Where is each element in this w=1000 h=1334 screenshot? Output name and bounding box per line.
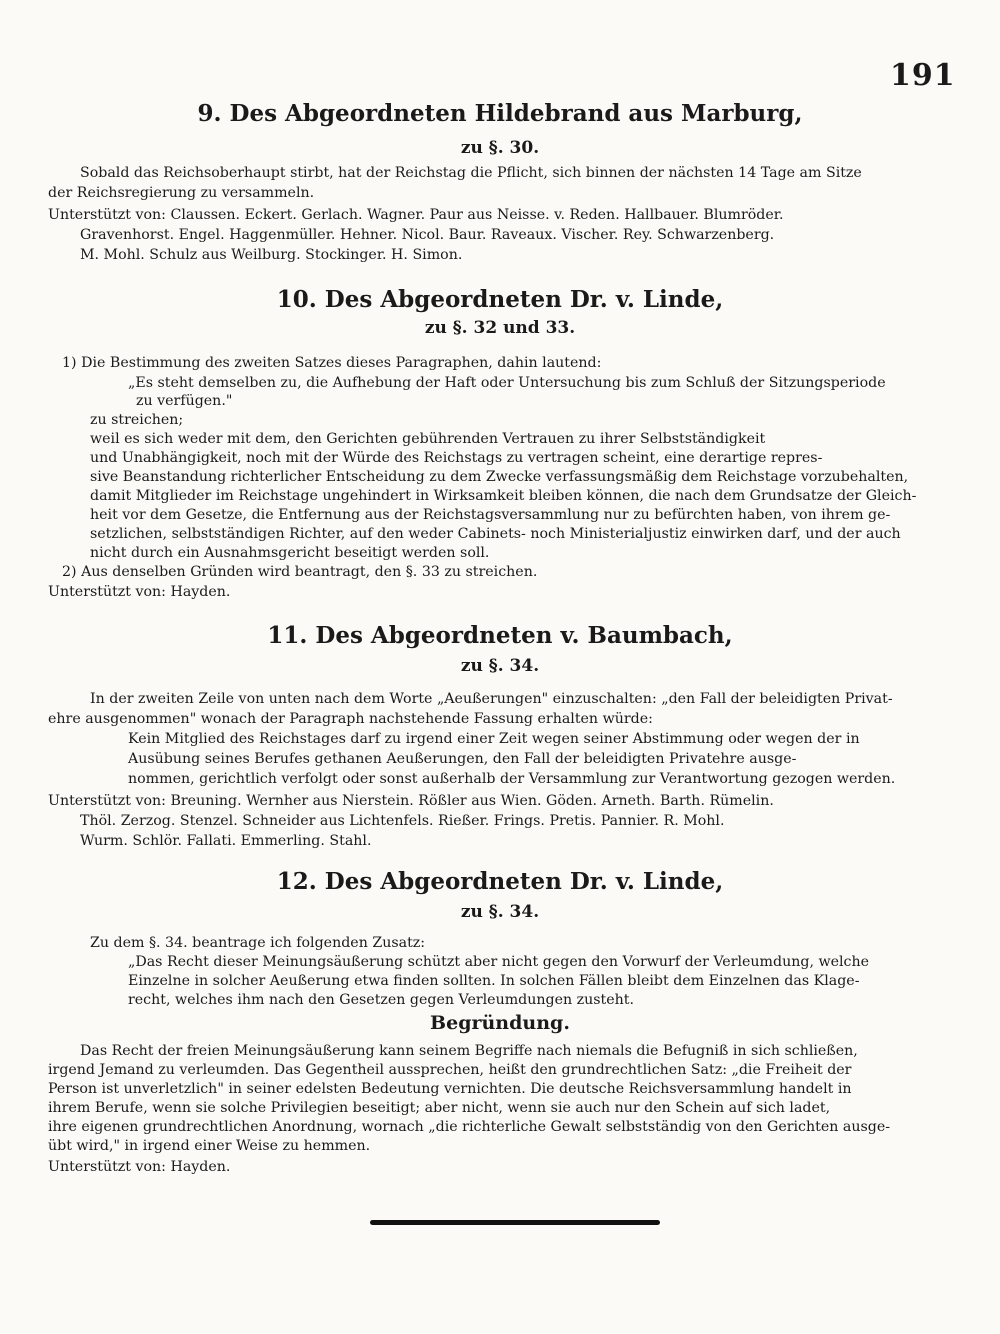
section-11-supporters: Thöl. Zerzog. Stenzel. Schneider aus Lichtenfels. Rießer. Frings. Pretis. Pannier. R. Mohl. — [80, 813, 725, 829]
page-number: 191 — [890, 58, 956, 93]
section-10-quote: zu verfügen." — [136, 393, 233, 409]
section-9-supporters: M. Mohl. Schulz aus Weilburg. Stockinger. H. Simon. — [80, 247, 463, 263]
begruendung-line: ihrem Berufe, wenn sie solche Privilegien beseitigt; aber nicht, wenn sie auch nur den Schein auf sich ladet, — [48, 1100, 831, 1116]
section-12-quote: recht, welches ihm nach den Gesetzen gegen Verleumdungen zusteht. — [128, 992, 634, 1008]
section-10-line: heit vor dem Gesetze, die Entfernung aus der Reichstagsversammlung nur zu befürchten haben, von ihrem ge- — [90, 507, 891, 523]
section-11-subheading: zu §. 34. — [460, 656, 540, 676]
section-11-line: In der zweiten Zeile von unten nach dem Worte „Aeußerungen" einzuschalten: „den Fall der beleidigten Privat- — [90, 691, 893, 707]
section-12-quote: „Das Recht dieser Meinungsäußerung schützt aber nicht gegen den Vorwurf der Verleumdung, welche — [128, 954, 870, 970]
section-12-subheading: zu §. 34. — [460, 902, 540, 922]
begruendung-line: irgend Jemand zu verleumden. Das Gegentheil aussprechen, heißt den grundrechtlichen Satz: „die Freiheit der — [48, 1062, 852, 1078]
begruendung-line: übt wird," in irgend einer Weise zu hemmen. — [48, 1138, 371, 1154]
section-11-heading: 11. Des Abgeordneten v. Baumbach, — [267, 622, 733, 649]
section-11-quote: Kein Mitglied des Reichstages darf zu irgend einer Zeit wegen seiner Abstimmung oder wegen der in — [128, 731, 860, 747]
section-11-supporters: Wurm. Schlör. Fallati. Emmerling. Stahl. — [80, 833, 372, 849]
section-9-supporters: Unterstützt von: Claussen. Eckert. Gerlach. Wagner. Paur aus Neisse. v. Reden. Hallbauer. Blumröder. — [48, 207, 784, 223]
begruendung-line: Person ist unverletzlich" in seiner edelsten Bedeutung vernichten. Die deutsche Reichsversammlung handelt in — [48, 1081, 852, 1097]
section-10-quote: „Es steht demselben zu, die Aufhebung der Haft oder Untersuchung bis zum Schluß der Sitzungsperiode — [128, 375, 886, 391]
section-10-supporters: Unterstützt von: Hayden. — [48, 584, 231, 600]
section-10-subheading: zu §. 32 und 33. — [424, 318, 576, 338]
section-10-line: 2) Aus denselben Gründen wird beantragt, den §. 33 zu streichen. — [62, 564, 538, 580]
section-10-line: setzlichen, selbstständigen Richter, auf den weder Cabinets- noch Ministerialjustiz einwirken darf, und der auch — [90, 526, 901, 542]
begruendung-heading: Begründung. — [430, 1012, 570, 1034]
section-12-heading: 12. Des Abgeordneten Dr. v. Linde, — [276, 868, 724, 895]
section-11-quote: Ausübung seines Berufes gethanen Aeußerungen, den Fall der beleidigten Privatehre ausge- — [128, 751, 797, 767]
section-10-line: und Unabhängigkeit, noch mit der Würde des Reichstags zu vertragen scheint, eine derartige repres- — [90, 450, 823, 466]
section-10-line: zu streichen; — [90, 412, 184, 428]
section-12-supporters: Unterstützt von: Hayden. — [48, 1159, 231, 1175]
section-11-line: ehre ausgenommen" wonach der Paragraph nachstehende Fassung erhalten würde: — [48, 711, 653, 727]
section-10-line: 1) Die Bestimmung des zweiten Satzes dieses Paragraphen, dahin lautend: — [62, 355, 602, 371]
section-9-subheading: zu §. 30. — [460, 138, 540, 158]
section-11-supporters: Unterstützt von: Breuning. Wernher aus Nierstein. Rößler aus Wien. Göden. Arneth. Barth. Rümelin. — [48, 793, 774, 809]
section-9-line: der Reichsregierung zu versammeln. — [48, 185, 315, 201]
section-10-line: nicht durch ein Ausnahmsgericht beseitigt werden soll. — [90, 545, 490, 561]
section-12-line: Zu dem §. 34. beantrage ich folgenden Zusatz: — [90, 935, 426, 951]
begruendung-line: Das Recht der freien Meinungsäußerung kann seinem Begriffe nach niemals die Befugniß in sich schließen, — [80, 1043, 858, 1059]
section-10-heading: 10. Des Abgeordneten Dr. v. Linde, — [276, 286, 724, 313]
closing-rule — [370, 1220, 660, 1225]
section-12-quote: Einzelne in solcher Aeußerung etwa finden sollten. In solchen Fällen bleibt dem Einzelnen das Klage- — [128, 973, 860, 989]
section-9-line: Sobald das Reichsoberhaupt stirbt, hat der Reichstag die Pflicht, sich binnen der nächsten 14 Tage am Sitze — [80, 165, 862, 181]
begruendung-line: ihre eigenen grundrechtlichen Anordnung, wornach „die richterliche Gewalt selbstständig von den Gerichten ausge- — [48, 1119, 891, 1135]
section-10-line: weil es sich weder mit dem, den Gerichten gebührenden Vertrauen zu ihrer Selbstständigkeit — [90, 431, 766, 447]
section-10-line: damit Mitglieder im Reichstage ungehindert in Wirksamkeit bleiben können, die nach dem Grundsatze der Gleich- — [90, 488, 917, 504]
section-9-supporters: Gravenhorst. Engel. Haggenmüller. Hehner. Nicol. Baur. Raveaux. Vischer. Rey. Schwarzenberg. — [80, 227, 775, 243]
section-9-heading: 9. Des Abgeordneten Hildebrand aus Marburg, — [197, 100, 803, 127]
section-10-line: sive Beanstandung richterlicher Entscheidung zu dem Zwecke verfassungsmäßig dem Reichstage vorzubehalten, — [90, 469, 909, 485]
section-11-quote: nommen, gerichtlich verfolgt oder sonst außerhalb der Versammlung zur Verantwortung gezogen werden. — [128, 771, 896, 787]
